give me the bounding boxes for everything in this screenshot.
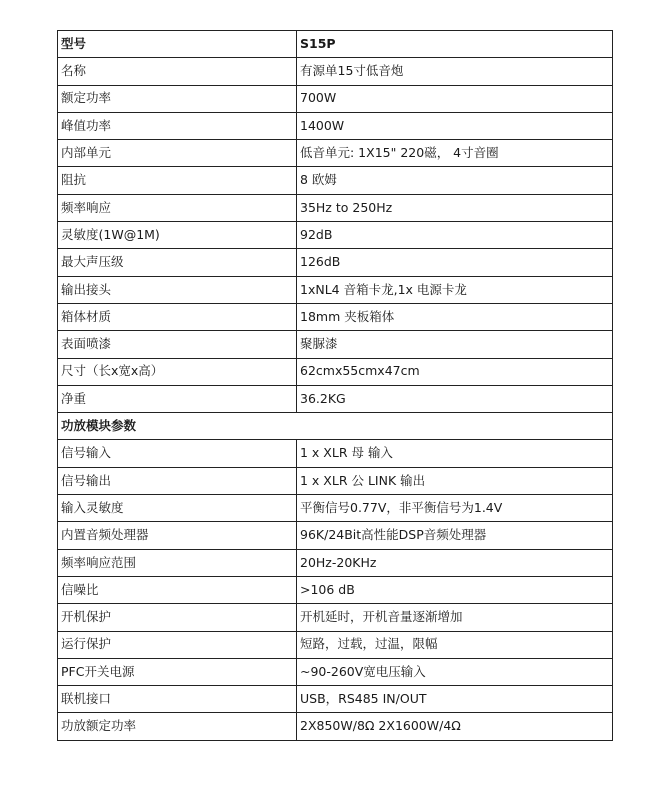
spec-value: 126dB <box>297 249 613 276</box>
amp-spec-row <box>58 658 613 685</box>
speaker-spec-row <box>58 167 613 194</box>
spec-value: 2X850W/8Ω 2X1600W/4Ω <box>297 713 613 740</box>
spec-value: ~90-260V宽电压输入 <box>297 658 613 685</box>
spec-label: PFC开关电源 <box>58 658 297 685</box>
speaker-spec-row <box>58 112 613 139</box>
spec-value: 聚脲漆 <box>297 331 613 358</box>
spec-value: USB，RS485 IN/OUT <box>297 686 613 713</box>
amp-spec-row <box>58 549 613 576</box>
spec-value: 96K/24Bit高性能DSP音频处理器 <box>297 522 613 549</box>
spec-label: 尺寸（长x宽x高） <box>58 358 297 385</box>
spec-value: 1 x XLR 公 LINK 输出 <box>297 467 613 494</box>
spec-value: 35Hz to 250Hz <box>297 194 613 221</box>
amp-spec-row <box>58 713 613 740</box>
model-value: S15P <box>297 31 613 58</box>
spec-label: 频率响应范围 <box>58 549 297 576</box>
model-label: 型号 <box>58 31 297 58</box>
spec-value: 有源单15寸低音炮 <box>297 58 613 85</box>
spec-label: 信号输入 <box>58 440 297 467</box>
spec-label: 信噪比 <box>58 576 297 603</box>
spec-label: 开机保护 <box>58 604 297 631</box>
spec-value: 短路，过载，过温，限幅 <box>297 631 613 658</box>
speaker-spec-row <box>58 85 613 112</box>
spec-value: 18mm 夹板箱体 <box>297 303 613 330</box>
speaker-spec-row <box>58 194 613 221</box>
spec-value: 平衡信号0.77V，非平衡信号为1.4V <box>297 495 613 522</box>
amp-spec-row <box>58 522 613 549</box>
speaker-spec-row <box>58 276 613 303</box>
amp-spec-row <box>58 495 613 522</box>
amp-spec-row <box>58 440 613 467</box>
amp-spec-row <box>58 686 613 713</box>
amp-spec-row <box>58 576 613 603</box>
spec-label: 峰值功率 <box>58 112 297 139</box>
spec-label: 内部单元 <box>58 140 297 167</box>
speaker-spec-row <box>58 222 613 249</box>
spec-label: 阻抗 <box>58 167 297 194</box>
spec-label: 灵敏度(1W@1M) <box>58 222 297 249</box>
spec-value: 36.2KG <box>297 385 613 412</box>
amp-spec-row <box>58 467 613 494</box>
amp-spec-row <box>58 604 613 631</box>
spec-value: 1xNL4 音箱卡龙,1x 电源卡龙 <box>297 276 613 303</box>
spec-label: 信号输出 <box>58 467 297 494</box>
amp-spec-row <box>58 631 613 658</box>
speaker-spec-row <box>58 331 613 358</box>
spec-value: 20Hz-20KHz <box>297 549 613 576</box>
speaker-spec-row <box>58 303 613 330</box>
spec-label: 频率响应 <box>58 194 297 221</box>
spec-value: 92dB <box>297 222 613 249</box>
amp-section-title: 功放模块参数 <box>58 413 613 440</box>
spec-label: 额定功率 <box>58 85 297 112</box>
amp-section-row <box>58 413 613 440</box>
spec-value: 低音单元: 1X15" 220磁， 4寸音圈 <box>297 140 613 167</box>
spec-value: 700W <box>297 85 613 112</box>
speaker-spec-row <box>58 140 613 167</box>
spec-label: 名称 <box>58 58 297 85</box>
spec-label: 箱体材质 <box>58 303 297 330</box>
speaker-spec-row <box>58 385 613 412</box>
spec-label: 输出接头 <box>58 276 297 303</box>
spec-value: 1 x XLR 母 输入 <box>297 440 613 467</box>
spec-label: 联机接口 <box>58 686 297 713</box>
spec-value: 8 欧姆 <box>297 167 613 194</box>
spec-label: 表面喷漆 <box>58 331 297 358</box>
spec-label: 功放额定功率 <box>58 713 297 740</box>
speaker-spec-row <box>58 249 613 276</box>
speaker-spec-row <box>58 58 613 85</box>
spec-value: 开机延时，开机音量逐渐增加 <box>297 604 613 631</box>
spec-table-body <box>58 31 613 741</box>
spec-label: 最大声压级 <box>58 249 297 276</box>
spec-value: 1400W <box>297 112 613 139</box>
speaker-spec-row <box>58 358 613 385</box>
spec-value: 62cmx55cmx47cm <box>297 358 613 385</box>
spec-label: 净重 <box>58 385 297 412</box>
spec-label: 内置音频处理器 <box>58 522 297 549</box>
spec-table <box>57 30 613 741</box>
spec-label: 输入灵敏度 <box>58 495 297 522</box>
spec-value: >106 dB <box>297 576 613 603</box>
model-header-row <box>58 31 613 58</box>
spec-label: 运行保护 <box>58 631 297 658</box>
